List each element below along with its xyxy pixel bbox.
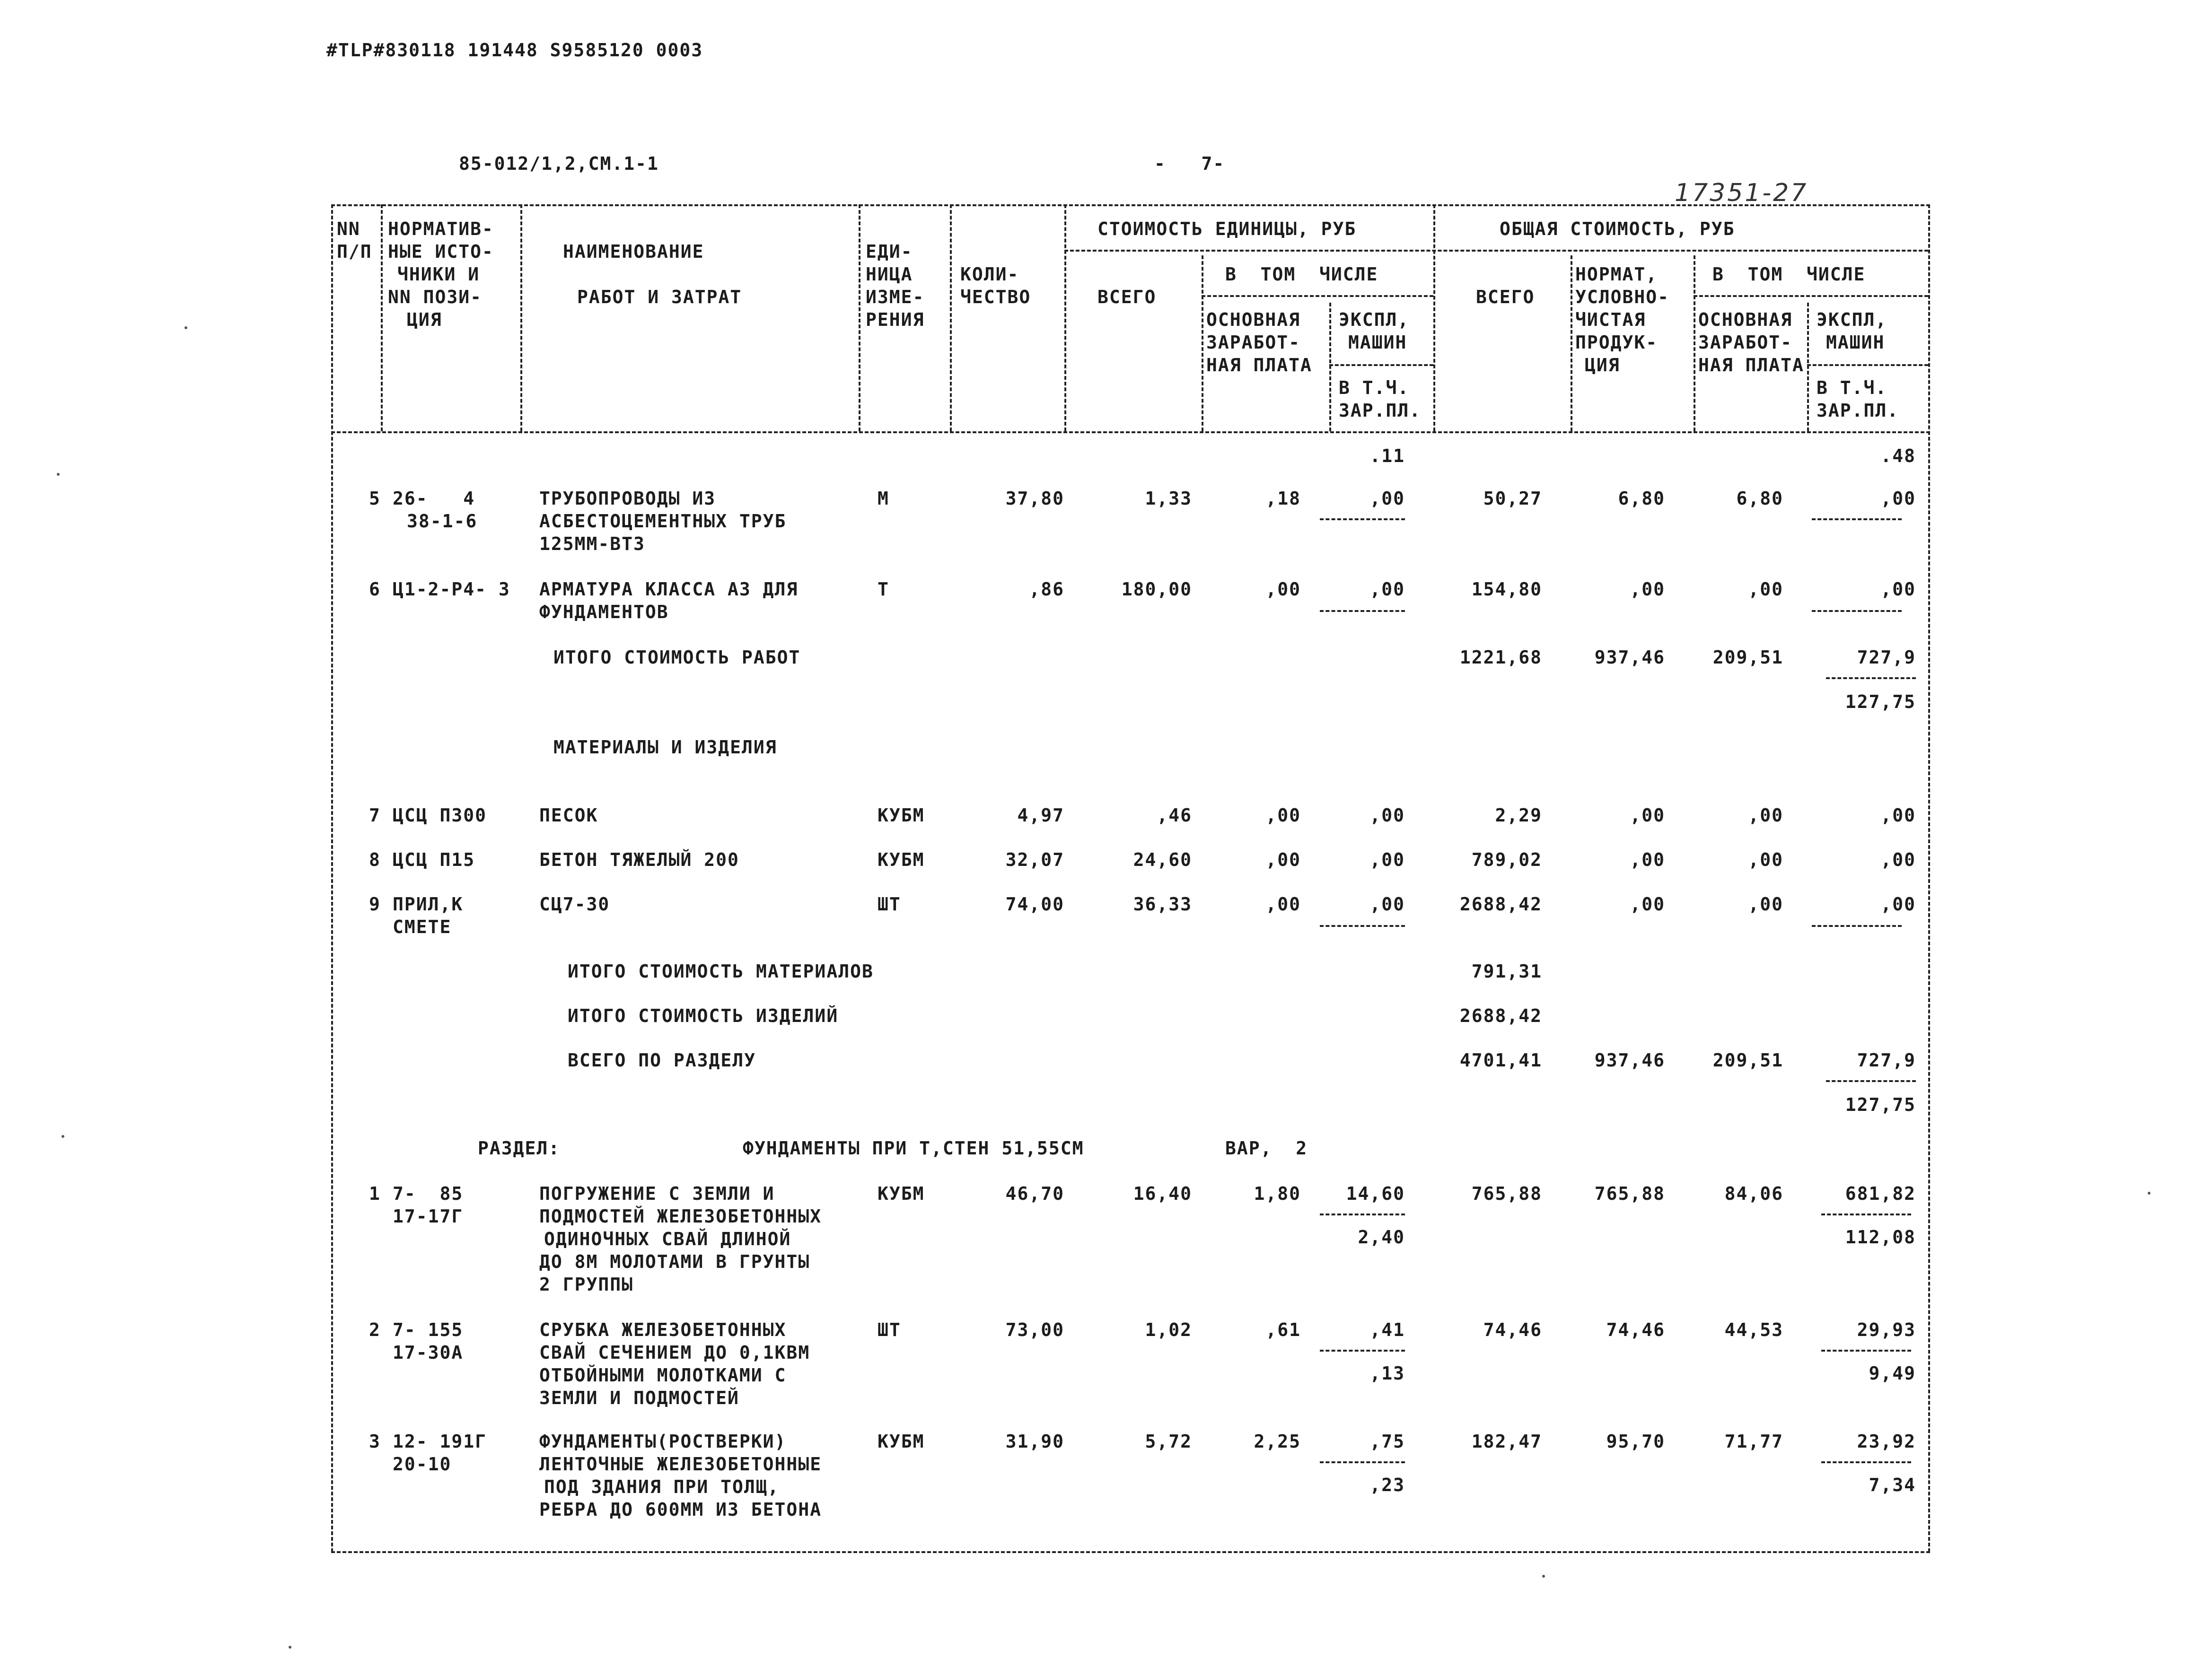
row-name-1: ТРУБОПРОВОДЫ ИЗ	[539, 488, 716, 509]
hdr-name-2: РАБОТ И ЗАТРАТ	[577, 287, 742, 307]
hdr-vt-1: В Т.Ч.	[1339, 377, 1410, 398]
row-sum-total: 154,80	[1471, 579, 1542, 600]
row-zarp: ,00	[1265, 805, 1301, 826]
hdr-unit-2: НИЦА	[866, 264, 913, 285]
hdr-norm-1: НОРМАТИВ-	[388, 218, 494, 239]
hdr-name-1: НАИМЕНОВАНИЕ	[563, 241, 704, 262]
hdr-osn-1: ОСНОВНАЯ	[1206, 309, 1301, 330]
hdr-total-cost: ОБЩАЯ СТОИМОСТЬ, РУБ	[1500, 218, 1735, 239]
summary-ekspl2: 127,75	[1845, 1094, 1916, 1115]
row-sum-zarp: ,00	[1748, 579, 1783, 600]
row-zarp: ,00	[1265, 849, 1301, 870]
row-sum-total: 765,88	[1471, 1183, 1542, 1204]
hdr-ekspl-tot-2: МАШИН	[1826, 332, 1885, 353]
row-qty: ,86	[1029, 579, 1064, 600]
row-name-1: ПОГРУЖЕНИЕ С ЗЕМЛИ И	[539, 1183, 775, 1204]
row-ekspl2: ,23	[1369, 1475, 1405, 1495]
row-code-2: 17-30А	[393, 1342, 464, 1363]
row-num: 7	[369, 805, 381, 826]
row-ekspl: ,00	[1369, 579, 1405, 600]
row-dash	[1320, 1214, 1405, 1215]
row-code-2: 17-17Г	[393, 1206, 464, 1227]
row-dash	[1320, 1461, 1405, 1463]
row-name-4: ДО 8М МОЛОТАМИ В ГРУНТЫ	[539, 1251, 810, 1272]
hdr-vsego-unit: ВСЕГО	[1097, 287, 1157, 307]
section-variant: ВАР, 2	[1225, 1138, 1308, 1159]
header-rule-5	[1807, 364, 1928, 366]
scan-speck	[1542, 1575, 1545, 1578]
row-unit: ШТ	[878, 1319, 901, 1340]
row-code-2: 20-10	[393, 1454, 452, 1475]
row-dash-total	[1821, 1461, 1911, 1463]
row-zarp: ,61	[1265, 1319, 1301, 1340]
summary-dash	[1826, 1080, 1916, 1082]
row-unit: ШТ	[878, 894, 901, 915]
hdr-num-2: П/П	[337, 241, 372, 262]
row-total: 180,00	[1121, 579, 1192, 600]
row-sum-ekspl: ,00	[1880, 894, 1916, 915]
row-sum-total: 789,02	[1471, 849, 1542, 870]
hdr-unit-4: РЕНИЯ	[866, 309, 925, 330]
hdr-vtom-total: В ТОМ ЧИСЛЕ	[1712, 264, 1866, 285]
row-dash	[1320, 518, 1405, 520]
row-sum-zarp: 71,77	[1724, 1431, 1783, 1452]
row-ekspl: ,75	[1369, 1431, 1405, 1452]
row-sum-total: 182,47	[1471, 1431, 1542, 1452]
row-ekspl: ,00	[1369, 894, 1405, 915]
row-ekspl2: 2,40	[1358, 1227, 1405, 1248]
table-right-border	[1928, 204, 1930, 1552]
row-dash	[1320, 610, 1405, 612]
row-sum-ekspl: 29,93	[1857, 1319, 1916, 1340]
summary-items-label: ИТОГО СТОИМОСТЬ ИЗДЕЛИЙ	[568, 1005, 839, 1026]
hdr-ekspl-2: МАШИН	[1348, 332, 1407, 353]
row-total: 5,72	[1145, 1431, 1192, 1452]
row-ekspl: ,00	[1369, 849, 1405, 870]
row-total: 16,40	[1133, 1183, 1192, 1204]
row-name-2: АСБЕСТОЦЕМЕНТНЫХ ТРУБ	[539, 511, 787, 532]
row-sum-norm: ,00	[1630, 894, 1665, 915]
summary-label: ИТОГО СТОИМОСТЬ РАБОТ	[553, 647, 801, 668]
row-name-1: СРУБКА ЖЕЛЕЗОБЕТОННЫХ	[539, 1319, 787, 1340]
row-sum-ekspl2: 7,34	[1869, 1475, 1916, 1495]
hdr-num-1: NN	[337, 218, 360, 239]
row-total: 1,33	[1145, 488, 1192, 509]
summary-ekspl2: 127,75	[1845, 691, 1916, 712]
hdr-osn-tot-2: ЗАРАБОТ-	[1698, 332, 1793, 353]
row-unit: Т	[878, 579, 889, 600]
row-qty: 73,00	[1005, 1319, 1064, 1340]
summary-zarp: 209,51	[1712, 647, 1783, 668]
row-code-2: 38-1-6	[407, 511, 478, 532]
row-qty: 37,80	[1005, 488, 1064, 509]
hdr-norm-2: НЫЕ ИСТО-	[388, 241, 494, 262]
header-bottom-border	[331, 431, 1930, 433]
hdr-normat-1: НОРМАТ,	[1575, 264, 1658, 285]
row-name-2: ЛЕНТОЧНЫЕ ЖЕЛЕЗОБЕТОННЫЕ	[539, 1454, 822, 1475]
row-code-2: СМЕТЕ	[393, 917, 452, 937]
row-name-3: ПОД ЗДАНИЯ ПРИ ТОЛЩ,	[544, 1476, 780, 1497]
carry-ekspl-total: .48	[1880, 445, 1916, 466]
row-name-2: СВАЙ СЕЧЕНИЕМ ДО 0,1КВМ	[539, 1342, 810, 1363]
row-sum-zarp: 44,53	[1724, 1319, 1783, 1340]
row-zarp: ,00	[1265, 894, 1301, 915]
row-code-1: ЦСЦ П15	[393, 849, 475, 870]
header-sep-8	[1433, 204, 1435, 431]
summary-label: ВСЕГО ПО РАЗДЕЛУ	[568, 1050, 756, 1071]
row-sum-ekspl2: 9,49	[1869, 1363, 1916, 1384]
hdr-normat-3: ЧИСТАЯ	[1575, 309, 1646, 330]
hdr-osn-2: ЗАРАБОТ-	[1206, 332, 1301, 353]
row-zarp: 2,25	[1254, 1431, 1301, 1452]
row-qty: 74,00	[1005, 894, 1064, 915]
row-name-1: БЕТОН ТЯЖЕЛЫЙ 200	[539, 849, 739, 870]
row-ekspl: ,41	[1369, 1319, 1405, 1340]
header-sep-11	[1807, 303, 1809, 431]
hdr-osn-3: НАЯ ПЛАТА	[1206, 355, 1312, 375]
document-code: #TLP#830118 191448 S9585120 0003	[326, 40, 703, 61]
hdr-normat-2: УСЛОВНО-	[1575, 287, 1670, 307]
row-unit: КУБМ	[878, 1431, 925, 1452]
row-sum-ekspl: ,00	[1880, 488, 1916, 509]
row-sum-zarp: 84,06	[1724, 1183, 1783, 1204]
row-dash	[1320, 925, 1405, 927]
row-dash-total	[1812, 925, 1902, 927]
row-name-1: ПЕСОК	[539, 805, 598, 826]
row-num: 1	[369, 1183, 381, 1204]
row-total: 36,33	[1133, 894, 1192, 915]
row-qty: 32,07	[1005, 849, 1064, 870]
carry-ekspl: .11	[1369, 445, 1405, 466]
row-sum-ekspl: 23,92	[1857, 1431, 1916, 1452]
row-num: 2	[369, 1319, 381, 1340]
row-name-2: ПОДМОСТЕЙ ЖЕЛЕЗОБЕТОННЫХ	[539, 1206, 822, 1227]
row-name-3: ОДИНОЧНЫХ СВАЙ ДЛИНОЙ	[544, 1229, 791, 1249]
row-unit: КУБМ	[878, 1183, 925, 1204]
row-name-1: СЦ7-30	[539, 894, 610, 915]
scan-speck	[57, 473, 60, 476]
summary-ekspl: 727,9	[1857, 647, 1916, 668]
row-sum-total: 2688,42	[1459, 894, 1542, 915]
header-sep-7	[1329, 303, 1331, 431]
row-zarp: ,18	[1265, 488, 1301, 509]
summary-norm: 937,46	[1594, 647, 1665, 668]
row-zarp: 1,80	[1254, 1183, 1301, 1204]
row-sum-zarp: ,00	[1748, 805, 1783, 826]
row-unit: КУБМ	[878, 849, 925, 870]
row-sum-norm: ,00	[1630, 579, 1665, 600]
summary-total: 4701,41	[1459, 1050, 1542, 1071]
header-rule-1	[1064, 250, 1928, 252]
page-number: - 7-	[1154, 153, 1225, 174]
row-qty: 4,97	[1017, 805, 1064, 826]
hdr-vt-2: ЗАР.ПЛ.	[1339, 400, 1422, 421]
row-num: 9	[369, 894, 381, 915]
header-sep-3	[859, 204, 860, 431]
row-sum-ekspl: 681,82	[1845, 1183, 1916, 1204]
row-code-1: 26- 4	[393, 488, 475, 509]
row-name-2: ФУНДАМЕНТОВ	[539, 602, 669, 622]
row-ekspl: 14,60	[1346, 1183, 1405, 1204]
row-code-1: 12- 191Г	[393, 1431, 487, 1452]
row-total: 24,60	[1133, 849, 1192, 870]
row-sum-norm: 6,80	[1618, 488, 1665, 509]
hdr-norm-5: ЦИЯ	[407, 309, 442, 330]
header-rule-2	[1202, 295, 1433, 297]
summary-materials-total: 791,31	[1471, 961, 1542, 982]
row-zarp: ,00	[1265, 579, 1301, 600]
table-left-border	[331, 204, 333, 1552]
summary-materials-label: ИТОГО СТОИМОСТЬ МАТЕРИАЛОВ	[568, 961, 874, 982]
row-ekspl: ,00	[1369, 488, 1405, 509]
hdr-qty-2: ЧЕСТВО	[960, 287, 1031, 307]
scan-speck	[61, 1135, 64, 1138]
row-dash-total	[1812, 518, 1902, 520]
hdr-norm-3: ЧНИКИ И	[397, 264, 480, 285]
row-sum-norm: 95,70	[1606, 1431, 1665, 1452]
row-sum-norm: 74,46	[1606, 1319, 1665, 1340]
hdr-unit-1: ЕДИ-	[866, 241, 913, 262]
row-name-1: ФУНДАМЕНТЫ(РОСТВЕРКИ)	[539, 1431, 787, 1452]
row-total: ,46	[1157, 805, 1192, 826]
row-sum-ekspl: ,00	[1880, 849, 1916, 870]
hdr-normat-5: ЦИЯ	[1585, 355, 1620, 375]
summary-dash	[1826, 677, 1916, 679]
row-sum-total: 2,29	[1495, 805, 1542, 826]
row-num: 6	[369, 579, 381, 600]
row-sum-ekspl: ,00	[1880, 805, 1916, 826]
row-sum-norm: ,00	[1630, 849, 1665, 870]
section-title-materials: МАТЕРИАЛЫ И ИЗДЕЛИЯ	[553, 737, 777, 758]
row-code-1: 7- 85	[393, 1183, 464, 1204]
row-qty: 46,70	[1005, 1183, 1064, 1204]
summary-items-total: 2688,42	[1459, 1005, 1542, 1026]
header-sep-4	[950, 204, 952, 431]
row-name-4: ЗЕМЛИ И ПОДМОСТЕЙ	[539, 1388, 739, 1408]
row-ekspl: ,00	[1369, 805, 1405, 826]
row-sum-zarp: ,00	[1748, 849, 1783, 870]
hdr-normat-4: ПРОДУК-	[1575, 332, 1658, 353]
row-code-1: 7- 155	[393, 1319, 464, 1340]
handwritten-number: 17351-27	[1675, 179, 1808, 207]
hdr-qty-1: КОЛИ-	[960, 264, 1019, 285]
table-top-border	[331, 204, 1930, 206]
hdr-ekspl-tot-1: ЭКСПЛ,	[1817, 309, 1887, 330]
row-code-1: ЦСЦ П300	[393, 805, 487, 826]
header-sep-1	[381, 204, 383, 431]
row-ekspl2: ,13	[1369, 1363, 1405, 1384]
row-num: 5	[369, 488, 381, 509]
row-num: 3	[369, 1431, 381, 1452]
row-unit: КУБМ	[878, 805, 925, 826]
row-name-1: АРМАТУРА КЛАССА А3 ДЛЯ	[539, 579, 799, 600]
header-sep-5	[1064, 204, 1066, 431]
row-sum-norm: ,00	[1630, 805, 1665, 826]
hdr-vt-tot-1: В Т.Ч.	[1817, 377, 1887, 398]
row-unit: М	[878, 488, 889, 509]
header-sep-2	[520, 204, 522, 431]
row-sum-total: 50,27	[1483, 488, 1542, 509]
row-code-1: Ц1-2-Р4- 3	[393, 579, 510, 600]
row-name-3: 125ММ-ВТ3	[539, 533, 645, 554]
hdr-osn-tot-1: ОСНОВНАЯ	[1698, 309, 1793, 330]
scan-speck	[2148, 1192, 2151, 1195]
hdr-unit-3: ИЗМЕ-	[866, 287, 925, 307]
row-sum-zarp: 6,80	[1736, 488, 1783, 509]
row-dash-total	[1821, 1214, 1911, 1215]
row-name-4: РЕБРА ДО 600ММ ИЗ БЕТОНА	[539, 1499, 822, 1520]
row-qty: 31,90	[1005, 1431, 1064, 1452]
hdr-vt-tot-2: ЗАР.ПЛ.	[1817, 400, 1899, 421]
header-sep-10	[1694, 255, 1695, 431]
row-sum-norm: 765,88	[1594, 1183, 1665, 1204]
header-rule-4	[1329, 364, 1433, 366]
row-sum-ekspl: ,00	[1880, 579, 1916, 600]
scan-speck	[289, 1646, 291, 1649]
row-dash-total	[1821, 1350, 1911, 1352]
row-dash-total	[1812, 610, 1902, 612]
summary-ekspl: 727,9	[1857, 1050, 1916, 1071]
section-title: ФУНДАМЕНТЫ ПРИ Т,СТЕН 51,55СМ	[743, 1138, 1084, 1159]
row-name-3: ОТБОЙНЫМИ МОЛОТКАМИ С	[539, 1365, 787, 1386]
summary-zarp: 209,51	[1712, 1050, 1783, 1071]
summary-norm: 937,46	[1594, 1050, 1665, 1071]
header-rule-3	[1694, 295, 1928, 297]
hdr-vsego-total: ВСЕГО	[1476, 287, 1535, 307]
row-code-1: ПРИЛ,К	[393, 894, 464, 915]
hdr-unit-cost: СТОИМОСТЬ ЕДИНИЦЫ, РУБ	[1097, 218, 1357, 239]
hdr-vtom-unit: В ТОМ ЧИСЛЕ	[1225, 264, 1378, 285]
hdr-osn-tot-3: НАЯ ПЛАТА	[1698, 355, 1804, 375]
row-name-5: 2 ГРУППЫ	[539, 1274, 634, 1295]
hdr-norm-4: NN ПОЗИ-	[388, 287, 483, 307]
row-sum-ekspl2: 112,08	[1845, 1227, 1916, 1248]
scan-speck	[184, 326, 187, 329]
row-sum-zarp: ,00	[1748, 894, 1783, 915]
header-sep-6	[1202, 255, 1203, 431]
section-label: РАЗДЕЛ:	[478, 1138, 561, 1159]
row-num: 8	[369, 849, 381, 870]
row-sum-total: 74,46	[1483, 1319, 1542, 1340]
hdr-ekspl-1: ЭКСПЛ,	[1339, 309, 1410, 330]
row-total: 1,02	[1145, 1319, 1192, 1340]
summary-total: 1221,68	[1459, 647, 1542, 668]
header-sep-9	[1571, 255, 1572, 431]
row-dash	[1320, 1350, 1405, 1352]
estimate-reference: 85-012/1,2,СМ.1-1	[459, 153, 659, 174]
table-bottom-border	[331, 1551, 1930, 1553]
